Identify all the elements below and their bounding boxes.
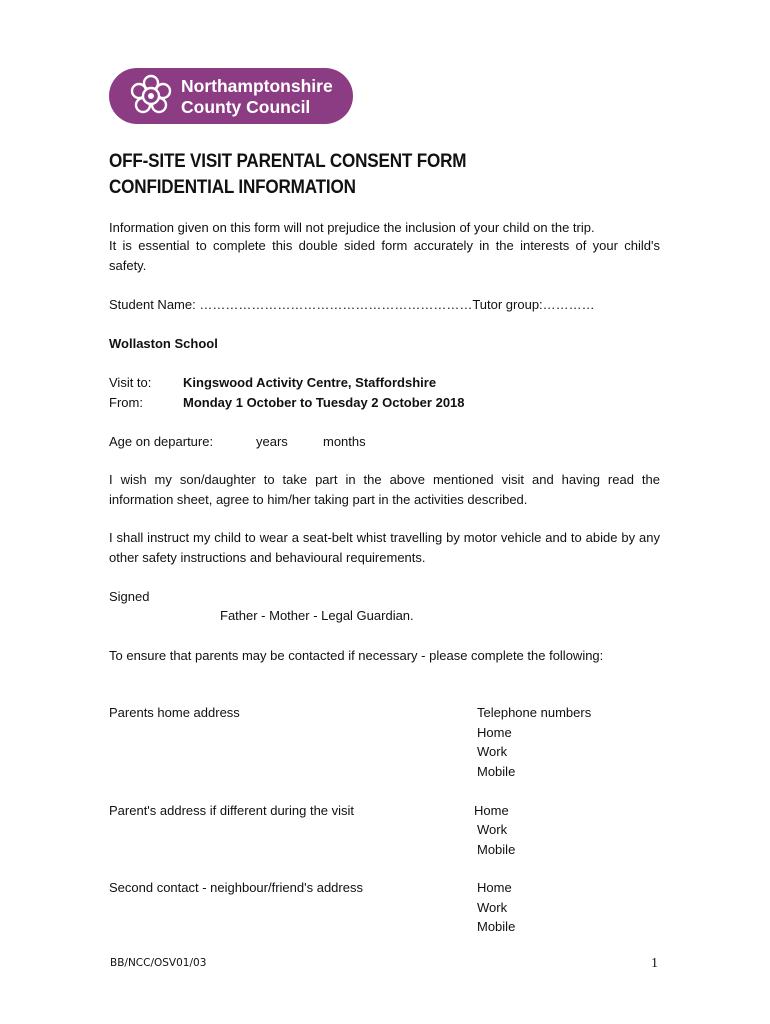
home-address-field[interactable]: Parents home address: [109, 705, 240, 720]
second-mobile-phone-field[interactable]: Mobile: [477, 919, 516, 934]
guardian-label: Father - Mother - Legal Guardian.: [220, 608, 414, 623]
second-home-phone-field[interactable]: Home: [477, 880, 512, 895]
visit-to-value: Kingswood Activity Centre, Staffordshire: [183, 375, 437, 390]
intro-line-2: [109, 236, 660, 275]
years-field[interactable]: years: [256, 434, 288, 449]
visit-address-field[interactable]: Parent's address if different during the visit: [109, 803, 355, 818]
consent-text: I wish my son/daughter to take part in the above mentioned visit and having read the information sheet, agree to him/her taking part in the activities described.: [109, 472, 660, 507]
second-contact-field[interactable]: Second contact - neighbour/friend's address: [109, 880, 363, 895]
logo-line-2: County Council: [181, 97, 311, 117]
visit-home-phone-field[interactable]: Home: [474, 803, 509, 818]
intro-line-1: Information given on this form will not prejudice the inclusion of your child on the trip.: [109, 220, 595, 235]
home-phone-field[interactable]: Home: [477, 725, 512, 740]
footer-reference-code: BB/NCC/OSV01/03: [110, 957, 207, 969]
visit-work-phone-field[interactable]: Work: [477, 822, 508, 837]
form-subtitle: CONFIDENTIAL INFORMATION: [109, 177, 356, 198]
instruction-text: I shall instruct my child to wear a seat-belt whist travelling by motor vehicle and to abide by any other safety instructions and behavioural requirements.: [109, 530, 660, 565]
telephone-header: Telephone numbers: [477, 705, 592, 720]
signed-field[interactable]: Signed: [109, 589, 150, 604]
age-label: Age on departure:: [109, 434, 214, 449]
form-title: OFF-SITE VISIT PARENTAL CONSENT FORM: [109, 151, 467, 172]
from-label: From:: [109, 395, 143, 410]
visit-to-label: Visit to:: [109, 375, 152, 390]
contact-intro: To ensure that parents may be contacted if necessary - please complete the following:: [109, 648, 604, 663]
council-logo: [109, 68, 353, 124]
student-name-field[interactable]: Student Name: ………………………………………………………Tutor group:…………: [109, 297, 595, 312]
second-work-phone-field[interactable]: Work: [477, 900, 508, 915]
page-number: 1: [651, 956, 658, 971]
work-phone-field[interactable]: Work: [477, 744, 508, 759]
intro-paragraph: It is essential to complete this double sided form accurately in the interests of your child's safety.: [109, 238, 660, 273]
mobile-phone-field[interactable]: Mobile: [477, 764, 516, 779]
months-field[interactable]: months: [323, 434, 366, 449]
logo-line-1: Northamptonshire: [181, 76, 333, 96]
rose-emblem-icon: [129, 74, 173, 118]
from-value: Monday 1 October to Tuesday 2 October 2018: [183, 395, 465, 410]
school-name: Wollaston School: [109, 336, 218, 351]
consent-paragraph: [109, 470, 660, 509]
instruction-paragraph: [109, 528, 660, 567]
visit-mobile-phone-field[interactable]: Mobile: [477, 842, 516, 857]
